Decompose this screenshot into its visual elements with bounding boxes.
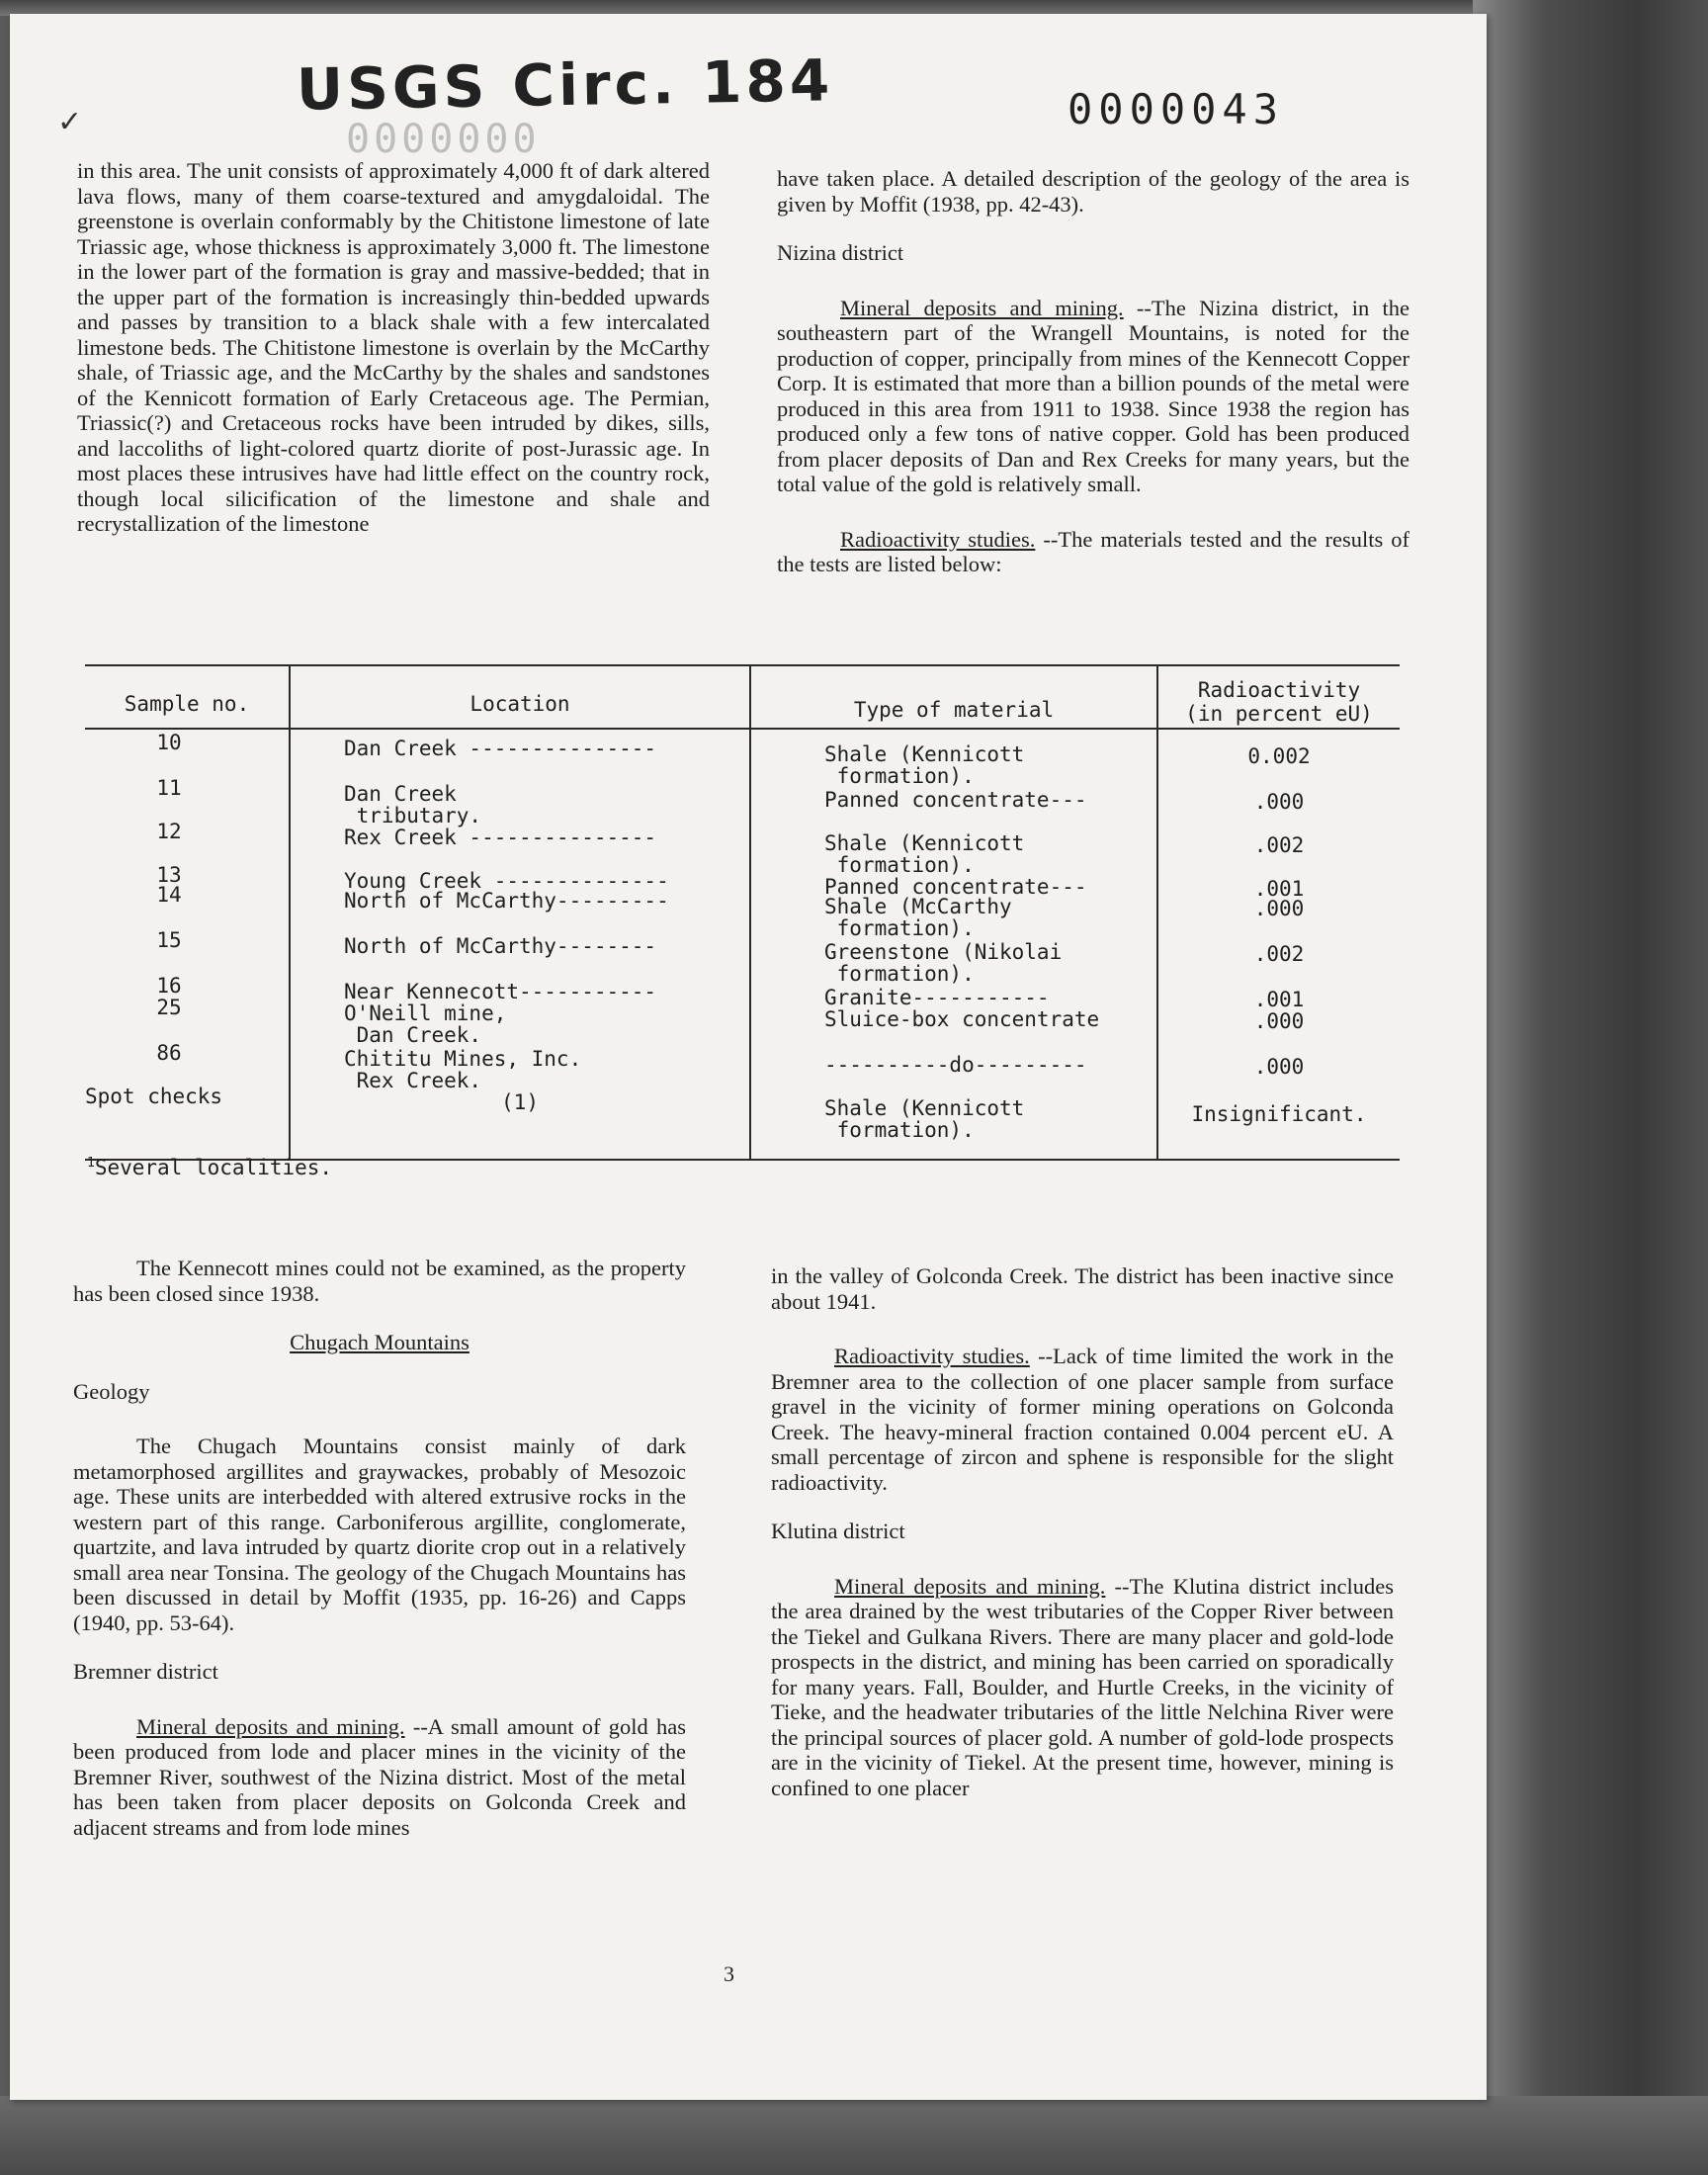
sample-cell: 11 bbox=[156, 776, 182, 800]
table-divider bbox=[289, 664, 291, 1159]
radioactivity-cell: .000 bbox=[1253, 790, 1305, 814]
location-cell: Dan Creek --------------- bbox=[344, 737, 657, 760]
material-cell: Panned concentrate--- bbox=[824, 875, 1087, 899]
bremner-mineral-paragraph: Mineral deposits and mining. --A small amount of gold has been produced from lode and placer mines in the vicinity of the Bremner River, southwest of the Nizina district. Most of the metal has been taken from placer deposits on Golconda Creek and adjacent streams and from lode mines bbox=[73, 1713, 687, 1840]
header-radioactivity: Radioactivity (in percent eU) bbox=[1185, 678, 1373, 726]
top-left-column bbox=[77, 158, 710, 537]
table-top-rule bbox=[85, 664, 1400, 666]
material-cell: Greenstone (Nikolai formation). bbox=[824, 940, 1063, 986]
klutina-mineral-paragraph: Mineral deposits and mining. --The Klutina district includes the area drained by the west tributaries of the Copper River between the Tiekel and Gulkana Rivers. There are many placer and gold-lode prospects in the district, and mining has been carried on sporadically for many years. Fall, Boulder, and Hurtle Creeks, in the vicinity of Tieke, and the headwater tributaries of the little Nelchina River were the principal sources of placer gold. A number of gold-lode prospects are in the vicinity of Tiekel. At the present time, however, mining is confined to one placer bbox=[771, 1573, 1394, 1800]
faint-stamp: 0000000 bbox=[346, 117, 541, 162]
header-location: Location bbox=[470, 692, 570, 716]
bottom-right-column bbox=[771, 1263, 1394, 1800]
golconda-paragraph: in the valley of Golconda Creek. The district has been inactive since about 1941. bbox=[771, 1263, 1394, 1314]
scan-edge-bottom bbox=[0, 2096, 1708, 2175]
material-cell: Shale (McCarthy formation). bbox=[824, 895, 1012, 940]
radioactivity-cell: .001 bbox=[1253, 877, 1305, 901]
nizina-mineral-paragraph: Mineral deposits and mining. --The Nizina district, in the southeastern part of the Wrangell Mountains, is noted for the production of copper, principally from mines of the Kennecott Copper Corp. It is estimated that more than a billion pounds of the metal were produced in this area from 1911 to 1938. Since 1938 the region has produced only a few tons of native copper. Gold has been produced from placer deposits of Dan and Rex Creeks for many years, but the total value of the gold is relatively small. bbox=[777, 295, 1410, 496]
radioactivity-cell: Insignificant. bbox=[1191, 1102, 1367, 1126]
material-cell: ----------do--------- bbox=[824, 1053, 1087, 1077]
material-cell: Shale (Kennicott formation). bbox=[824, 742, 1025, 788]
pen-mark: ✓ bbox=[57, 105, 83, 139]
sample-cell: Spot checks bbox=[85, 1085, 223, 1108]
table-header-rule bbox=[85, 728, 1400, 730]
bremner-radioactivity-paragraph: Radioactivity studies. --Lack of time limited the work in the Bremner area to the collection of one placer sample from surface gravel in the vicinity of former mining operations on Golconda Creek. The heavy-mineral fraction contained 0.004 percent eU. A small percentage of zircon and sphene is responsible for the slight radioactivity. bbox=[771, 1344, 1394, 1495]
material-cell: Panned concentrate--- bbox=[824, 788, 1087, 812]
radioactivity-cell: .000 bbox=[1253, 1055, 1305, 1079]
sample-cell: 12 bbox=[156, 820, 182, 843]
mineral-deposits-heading: Mineral deposits and mining. bbox=[840, 295, 1124, 320]
location-cell: North of McCarthy--------- bbox=[344, 889, 669, 913]
moffit-paragraph: have taken place. A detailed description of the geology of the area is given by Moffit (1938, pp. 42-43). bbox=[777, 166, 1409, 217]
handwritten-title: USGS Circ. 184 bbox=[296, 46, 834, 124]
location-cell: Dan Creek tributary. bbox=[344, 782, 482, 827]
geology-heading: Geology bbox=[73, 1378, 150, 1404]
top-right-column bbox=[777, 166, 1409, 577]
sample-cell: 10 bbox=[156, 731, 182, 754]
radioactivity-cell: .002 bbox=[1253, 942, 1305, 966]
radioactivity-cell: .000 bbox=[1253, 1009, 1305, 1033]
bremner-district-heading: Bremner district bbox=[73, 1659, 218, 1684]
document-page bbox=[10, 14, 1487, 2100]
header-sample-no: Sample no. bbox=[124, 692, 250, 716]
material-cell: Shale (Kennicott formation). bbox=[824, 831, 1025, 877]
radioactivity-table bbox=[85, 664, 1400, 1161]
mineral-deposits-heading: Mineral deposits and mining. bbox=[834, 1573, 1106, 1599]
radioactivity-cell: 0.002 bbox=[1247, 744, 1311, 768]
radioactivity-cell: .000 bbox=[1253, 897, 1305, 920]
page-stamp: 0000043 bbox=[1068, 85, 1285, 133]
location-cell: Chititu Mines, Inc. Rex Creek. bbox=[344, 1047, 582, 1092]
kennecott-paragraph: The Kennecott mines could not be examined, as the property has been closed since 1938. bbox=[73, 1256, 686, 1306]
page-number: 3 bbox=[724, 1961, 734, 1986]
geology-paragraph: in this area. The unit consists of approximately 4,000 ft of dark altered lava flows, many of them coarse-textured and amygdaloidal. The greenstone is overlain conformably by the Chitistone limestone of late Triassic age, whose thickness is approximately 3,000 ft. The limestone in the lower part of the formation is gray and massive-bedded; that in the upper part of the formation is increasingly thin-bedded upwards and passes by transition to a black shale with a few intercalated limestone beds. The Chitistone limestone is overlain by the McCarthy shale, of Triassic age, and the McCarthy by the shales and sandstones of the Kennicott formation of Early Cretaceous age. The Permian, Triassic(?) and Cretaceous rocks have been intruded by dikes, sills, and laccoliths of light-colored quartz diorite of post-Jurassic age. In most places these intrusives have had little effect on the country rock, though local silicification of the limestone and shale and recrystallization of the limestone bbox=[77, 158, 710, 536]
location-cell: Near Kennecott----------- bbox=[344, 980, 657, 1003]
location-cell: North of McCarthy-------- bbox=[344, 934, 657, 958]
sample-cell: 15 bbox=[156, 928, 182, 952]
radioactivity-cell: .002 bbox=[1253, 833, 1305, 857]
radioactivity-heading: Radioactivity studies. bbox=[834, 1344, 1030, 1368]
radioactivity-cell: .001 bbox=[1253, 988, 1305, 1011]
header-type-of-material: Type of material bbox=[853, 698, 1055, 722]
nizina-district-heading: Nizina district bbox=[777, 240, 904, 265]
location-cell: O'Neill mine, Dan Creek. bbox=[344, 1001, 507, 1047]
location-cell: (1) bbox=[501, 1090, 539, 1114]
sample-cell: 16 bbox=[156, 974, 182, 998]
chugach-mountains-heading: Chugach Mountains bbox=[290, 1330, 470, 1354]
table-divider bbox=[749, 664, 751, 1159]
table-footnote: $^1$Several localities. bbox=[87, 1156, 333, 1179]
sample-cell: 13 bbox=[156, 863, 182, 887]
klutina-district-heading: Klutina district bbox=[771, 1519, 905, 1543]
radioactivity-heading: Radioactivity studies. bbox=[840, 526, 1036, 552]
mineral-deposits-heading: Mineral deposits and mining. bbox=[136, 1713, 405, 1739]
bottom-left-column bbox=[73, 1256, 686, 1840]
chugach-geology-paragraph: The Chugach Mountains consist mainly of dark metamorphosed argillites and graywackes, probably of Mesozoic age. These units are interbedded with altered extrusive rocks in the western part of this range. Carboniferous argillite, conglomerate, quartzite, and lava intruded by quartz diorite crop out in a relatively small area near Tonsina. The geology of the Chugach Mountains has been discussed in detail by Moffit (1935, pp. 16-26) and Capps (1940, pp. 53-64). bbox=[73, 1434, 686, 1635]
sample-cell: 14 bbox=[156, 883, 182, 907]
location-cell: Rex Creek --------------- bbox=[344, 826, 657, 849]
material-cell: Shale (Kennicott formation). bbox=[824, 1096, 1025, 1142]
sample-cell: 86 bbox=[156, 1041, 182, 1065]
material-cell: Granite----------- bbox=[824, 986, 1050, 1009]
location-cell: Young Creek -------------- bbox=[344, 869, 669, 893]
sample-cell: 25 bbox=[156, 996, 182, 1019]
scan-edge-right bbox=[1473, 0, 1708, 2175]
material-cell: Sluice-box concentrate bbox=[824, 1007, 1100, 1031]
nizina-radioactivity-paragraph: Radioactivity studies. --The materials tested and the results of the tests are listed below: bbox=[777, 526, 1409, 576]
